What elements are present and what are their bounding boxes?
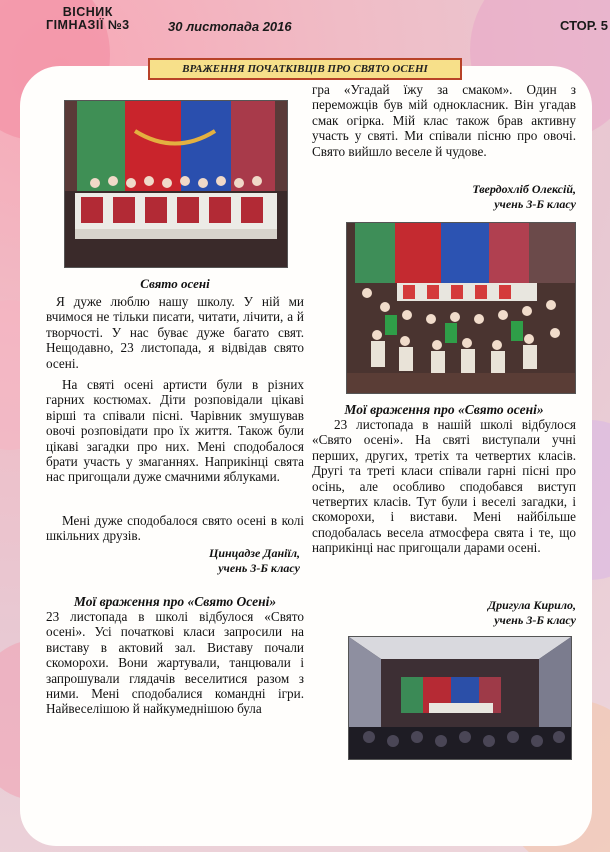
section-banner: ВРАЖЕННЯ ПОЧАТКІВЦІВ ПРО СВЯТО ОСЕНІ [148, 58, 462, 80]
issue-date: 30 листопада 2016 [168, 19, 292, 34]
article3-text: 23 листопада в нашій школі відбулося «Свято осені». На святі виступали учні перших, других, третіх та четвертих класів. Другі та треті класи співали гарні пісні про осінь, але особливо сподобався виступ четвертих класів. Тут були і веселі загадки, і скоморохи, і вистави. Мені найбільше сподобалась весела атмосфера свята і те, що наприкінці нас пригощали дарами осені. [312, 417, 576, 556]
article1-author: Цинцадзе Даніїл, учень 3-Б класу [209, 546, 300, 575]
photo-caption-autumn: Свято осені [140, 276, 210, 291]
article1-para2: На святі осені артисти були в різних гарних костюмах. Діти розповідали цікаві вірші та співали пісні. Чарівник змушував овочі розповідати про їх життя. Також були цікаві загадки про них. Мені сподобалося брати участь у змаганнях. Наприкінці свята нас пригощали дуже смачними яблуками. [46, 377, 304, 485]
newspaper-name-line1: ВІСНИК [62, 5, 113, 19]
newspaper-name-line2: ГІМНАЗІЇ №3 [46, 18, 130, 32]
article2-text: 23 листопада в школі відбулося «Свято осені». Усі початкові класи запросили на виставу в актовий зал. Виставу почали скоморохи. Вони жартували, танцювали і запрошували глядачів веселитися разом з ними. Мені сподобалися командні ігри. Найвеселішою й найкумеднішою була [46, 609, 304, 717]
article3-heading: Мої враження про «Свято осені» [344, 402, 544, 417]
article2-continuation: гра «Угадай їжу за смаком». Один з переможців був мій однокласник. Він угадав смак огірка. Мій клас також брав активну участь у святі. Ми співали пісню про овочі. Свято вийшло веселе й чудове. [312, 82, 576, 159]
article1-para1: Я дуже люблю нашу школу. У ній ми вчимося не тільки писати, читати, лічити, а й творчості. У нас буває дуже багато свят. Нещодавно, 23 листопада, я відвідав свято осені. [46, 294, 304, 371]
photo-group-children [346, 222, 576, 394]
photo-assembly-hall [348, 636, 572, 760]
article2-author: Твердохліб Олексій, учень 3-Б класу [472, 182, 576, 211]
article3-author: Дригула Кирило, учень 3-Б класу [487, 598, 576, 627]
newspaper-name [46, 6, 130, 32]
page-number: СТОР. 5 [560, 18, 608, 33]
article2-heading: Мої враження про «Свято Осені» [73, 594, 277, 609]
photo-stage-children [64, 100, 288, 268]
article1-para3: Мені дуже сподобалося свято осені в колі шкільних друзів. [46, 513, 304, 544]
